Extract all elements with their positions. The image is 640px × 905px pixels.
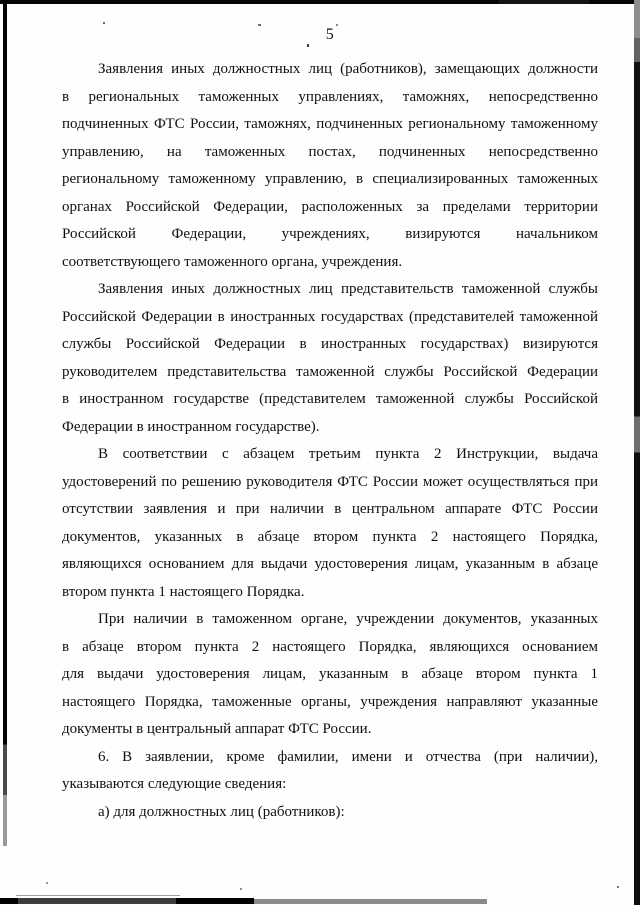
text-line: втором пункта 1 настоящего Порядка.: [62, 583, 305, 600]
text-line: документов, указанных в абзаце втором пункта 2 настоящего Порядка,: [62, 528, 598, 545]
text-line: 6. В заявлении, кроме фамилии, имени и отчества (при наличии),: [98, 748, 598, 765]
text-line: региональному таможенному управлению, в специализированных таможенных: [62, 171, 598, 187]
scan-speck: [240, 888, 242, 890]
text-line: Заявления иных должностных лиц (работников), замещающих должности: [98, 61, 598, 77]
scan-speck: [46, 882, 48, 884]
text-line: службы Российской Федерации в иностранных государствах) визируются: [62, 336, 598, 352]
scan-artifact-hairline: [16, 895, 180, 896]
text-line: а) для должностных лиц (работников):: [98, 803, 345, 820]
text-line: управлению, на таможенных постах, подчиненных непосредственно: [62, 143, 598, 160]
scan-speck: [103, 22, 105, 24]
scan-artifact-bottom-bar-dark: [0, 898, 254, 904]
text-line: в абзаце втором пункта 2 настоящего Порядка, являющихся основанием: [62, 638, 598, 655]
page-number: 5: [325, 26, 335, 43]
text-line: соответствующего таможенного органа, учреждения.: [62, 253, 403, 270]
text-line: для выдачи удостоверения лицам, указанным в абзаце втором пункта 1: [62, 666, 598, 682]
text-line: В соответствии с абзацем третьим пункта 2 Инструкции, выдача: [98, 446, 598, 462]
text-line: удостоверений по решению руководителя ФТС России может осуществляться при: [62, 473, 598, 490]
text-line: При наличии в таможенном органе, учреждении документов, указанных: [98, 611, 598, 627]
text-line: Российской Федерации в иностранных государствах (представителей таможенной: [62, 308, 598, 325]
text-line: Заявления иных должностных лиц представительств таможенной службы: [98, 281, 598, 297]
text-line: настоящего Порядка, таможенные органы, учреждения направляют указанные: [62, 693, 598, 710]
scan-artifact-bottom-bar-gray: [254, 899, 487, 904]
text-line: документы в центральный аппарат ФТС России.: [62, 721, 372, 737]
scan-artifact-left-bar: [3, 0, 7, 846]
text-line: Российской Федерации, учреждениях, визируются начальником: [62, 226, 598, 242]
document-body: [62, 56, 598, 826]
text-line: руководителем представительства таможенной службы Российской Федерации: [62, 363, 598, 380]
text-line: Федерации в иностранном государстве).: [62, 418, 320, 435]
text-line: указываются следующие сведения:: [62, 776, 287, 792]
text-line: являющихся основанием для выдачи удостоверения лицам, указанным в абзаце: [62, 556, 598, 572]
text-line: подчиненных ФТС России, таможнях, подчиненных региональному таможенному: [62, 116, 598, 132]
scan-speck: [617, 886, 619, 888]
text-line: в региональных таможенных управлениях, таможнях, непосредственно: [62, 88, 598, 105]
text-line: органах Российской Федерации, расположенных за пределами территории: [62, 198, 598, 215]
scan-artifact-right-bar: [634, 0, 640, 905]
text-line: отсутствии заявления и при наличии в центральном аппарате ФТС России: [62, 501, 598, 517]
scan-artifact-top-line: [0, 0, 640, 4]
scan-speck: [307, 44, 309, 47]
text-line: в иностранном государстве (представителем таможенной службы Российской: [62, 391, 598, 407]
